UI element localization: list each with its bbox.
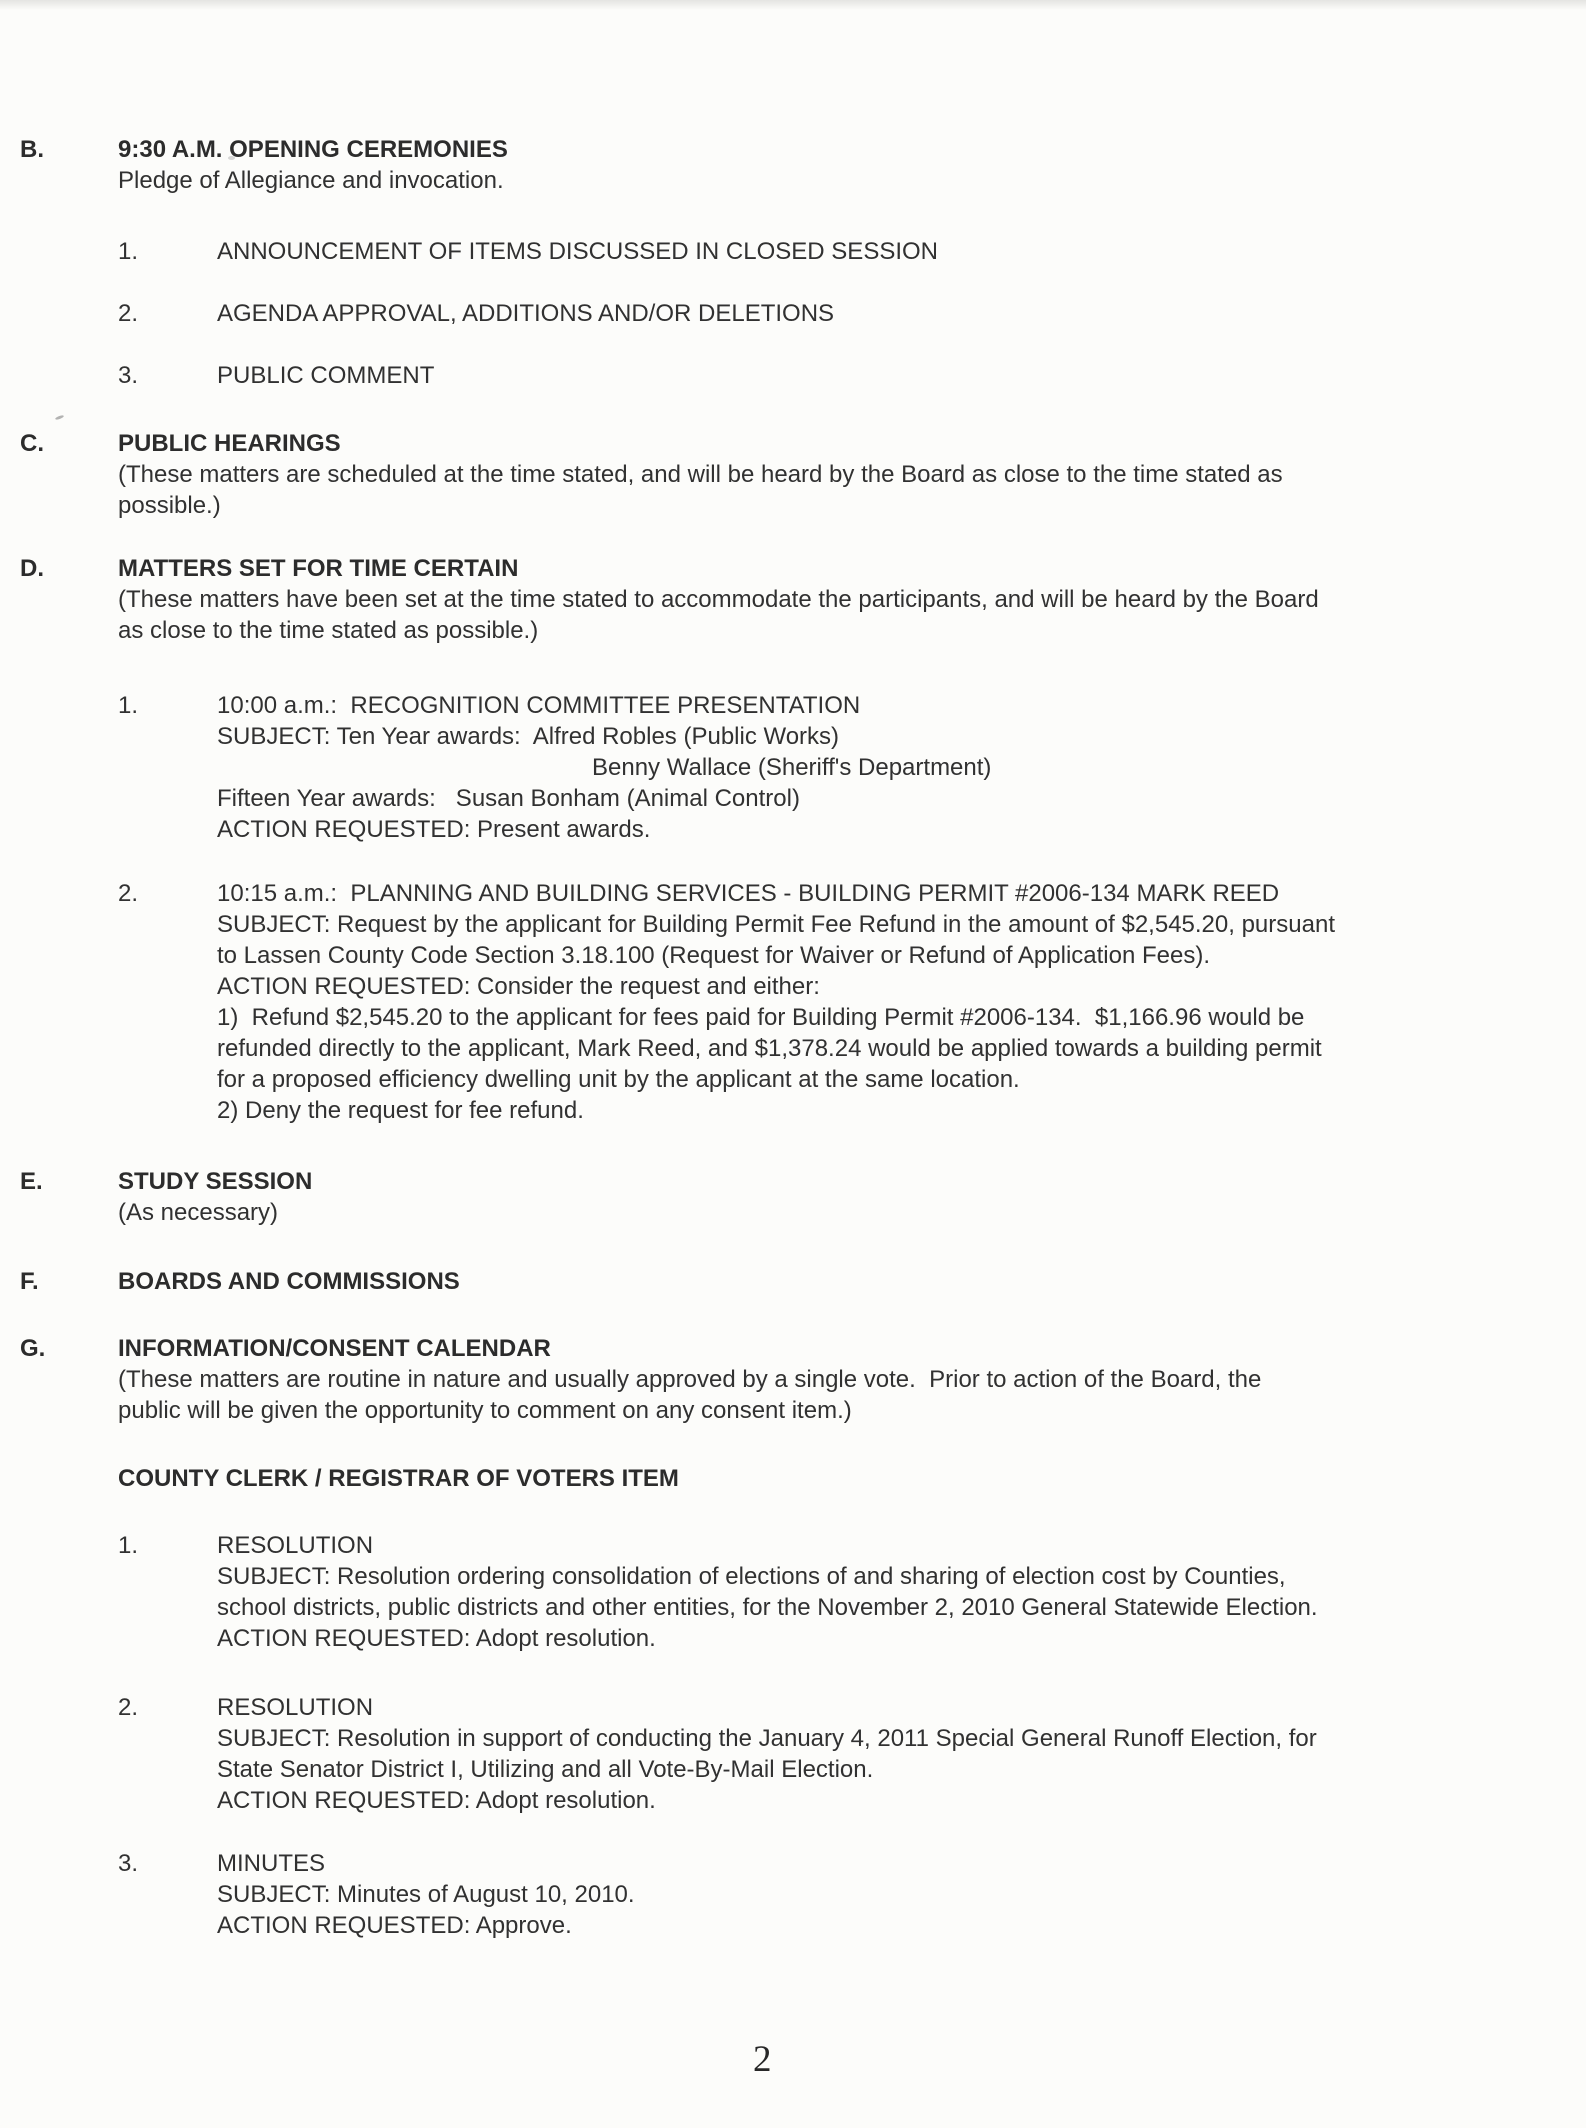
- item-line: SUBJECT: Resolution ordering consolidation of elections of and sharing of election cost by Counties,: [217, 1563, 1286, 1590]
- item-line: school districts, public districts and other entities, for the November 2, 2010 General Statewide Election.: [217, 1594, 1318, 1621]
- section-letter-f: F.: [20, 1268, 39, 1295]
- item-line: SUBJECT: Ten Year awards: Alfred Robles (Public Works): [217, 723, 840, 750]
- item-line: for a proposed efficiency dwelling unit by the applicant at the same location.: [217, 1066, 1020, 1093]
- item-line: Fifteen Year awards: Susan Bonham (Animal Control): [217, 785, 800, 812]
- section-title-g: INFORMATION/CONSENT CALENDAR: [118, 1335, 551, 1362]
- item-line: 1) Refund $2,545.20 to the applicant for fees paid for Building Permit #2006-134. $1,166.96 would be: [217, 1004, 1305, 1031]
- scan-speck: [228, 156, 235, 160]
- section-f-content: [118, 1266, 1562, 1297]
- agenda-item-g3: [118, 1848, 1562, 1941]
- agenda-item-d1: [118, 690, 1562, 845]
- item-line: ACTION REQUESTED: Consider the request and either:: [217, 973, 820, 1000]
- item-line: to Lassen County Code Section 3.18.100 (Request for Waiver or Refund of Application Fees).: [217, 942, 1210, 969]
- item-line: SUBJECT: Request by the applicant for Building Permit Fee Refund in the amount of $2,545.20, pursuant: [217, 911, 1335, 938]
- section-note-line: (These matters are routine in nature and usually approved by a single vote. Prior to action of the Board, the: [118, 1366, 1262, 1393]
- item-number: 1.: [118, 1532, 139, 1559]
- agenda-item-b2: [118, 298, 1562, 329]
- section-letter-e: E.: [20, 1168, 43, 1195]
- item-body: [217, 878, 1562, 1126]
- section-c: [20, 428, 1562, 521]
- section-title-b: 9:30 A.M. OPENING CEREMONIES: [118, 136, 508, 163]
- scan-speck: [55, 415, 64, 421]
- item-number: 3.: [118, 362, 139, 389]
- item-line: RESOLUTION: [217, 1694, 374, 1721]
- item-line: MINUTES: [217, 1850, 325, 1877]
- item-line: 2) Deny the request for fee refund.: [217, 1097, 584, 1124]
- section-title-d: MATTERS SET FOR TIME CERTAIN: [118, 555, 519, 582]
- section-note-line: public will be given the opportunity to comment on any consent item.): [118, 1397, 852, 1424]
- subheading-county-clerk: COUNTY CLERK / REGISTRAR OF VOTERS ITEM: [118, 1465, 679, 1492]
- section-intro-e: (As necessary): [118, 1199, 279, 1226]
- section-letter-g: G.: [20, 1335, 46, 1362]
- section-intro-b: Pledge of Allegiance and invocation.: [118, 167, 504, 194]
- item-text: AGENDA APPROVAL, ADDITIONS AND/OR DELETIONS: [217, 300, 835, 327]
- item-body: [217, 1530, 1562, 1654]
- section-title-f: BOARDS AND COMMISSIONS: [118, 1268, 460, 1295]
- section-b: [20, 134, 1562, 391]
- item-body: [217, 1848, 1562, 1941]
- section-note-line: (These matters are scheduled at the time stated, and will be heard by the Board as close to the time stated as: [118, 461, 1283, 488]
- item-line: ACTION REQUESTED: Adopt resolution.: [217, 1787, 656, 1814]
- item-body: [217, 1692, 1562, 1816]
- item-number: 3.: [118, 1850, 139, 1877]
- item-text: PUBLIC COMMENT: [217, 362, 435, 389]
- item-number: 2.: [118, 1694, 139, 1721]
- item-line: ACTION REQUESTED: Present awards.: [217, 816, 651, 843]
- section-e: [20, 1166, 1562, 1228]
- item-text: ANNOUNCEMENT OF ITEMS DISCUSSED IN CLOSED SESSION: [217, 238, 938, 265]
- agenda-item-g2: [118, 1692, 1562, 1816]
- agenda-item-b3: [118, 360, 1562, 391]
- section-g-content: [118, 1333, 1562, 1941]
- page-number: 2: [753, 2039, 772, 2080]
- section-d: [20, 553, 1562, 1126]
- section-g: [20, 1333, 1562, 1941]
- agenda-item-b1: [118, 236, 1562, 267]
- item-line: State Senator District I, Utilizing and all Vote-By-Mail Election.: [217, 1756, 874, 1783]
- section-c-content: [118, 428, 1562, 521]
- item-body: [217, 690, 1562, 845]
- section-letter-c: C.: [20, 430, 44, 457]
- item-line: Benny Wallace (Sheriff's Department): [592, 754, 992, 781]
- section-d-content: [118, 553, 1562, 1126]
- section-f: [20, 1266, 1562, 1297]
- item-line: 10:00 a.m.: RECOGNITION COMMITTEE PRESENTATION: [217, 692, 861, 719]
- item-number: 2.: [118, 300, 139, 327]
- section-title-c: PUBLIC HEARINGS: [118, 430, 341, 457]
- section-letter-d: D.: [20, 555, 44, 582]
- item-number: 1.: [118, 238, 139, 265]
- section-b-content: [118, 134, 1562, 391]
- agenda-item-d2: [118, 878, 1562, 1126]
- agenda-item-g1: [118, 1530, 1562, 1654]
- item-line: refunded directly to the applicant, Mark Reed, and $1,378.24 would be applied towards a building permit: [217, 1035, 1322, 1062]
- item-line: SUBJECT: Resolution in support of conducting the January 4, 2011 Special General Runoff Election, for: [217, 1725, 1317, 1752]
- item-line: ACTION REQUESTED: Adopt resolution.: [217, 1625, 656, 1652]
- section-note-line: (These matters have been set at the time stated to accommodate the participants, and will be heard by the Board: [118, 586, 1319, 613]
- section-title-e: STUDY SESSION: [118, 1168, 313, 1195]
- item-line: ACTION REQUESTED: Approve.: [217, 1912, 572, 1939]
- section-note-line: possible.): [118, 492, 221, 519]
- item-line: 10:15 a.m.: PLANNING AND BUILDING SERVICES - BUILDING PERMIT #2006-134 MARK REED: [217, 880, 1280, 907]
- section-e-content: [118, 1166, 1562, 1228]
- item-number: 1.: [118, 692, 139, 719]
- item-line: RESOLUTION: [217, 1532, 374, 1559]
- item-line: SUBJECT: Minutes of August 10, 2010.: [217, 1881, 635, 1908]
- section-note-line: as close to the time stated as possible.): [118, 617, 539, 644]
- section-letter-b: B.: [20, 136, 44, 163]
- item-number: 2.: [118, 880, 139, 907]
